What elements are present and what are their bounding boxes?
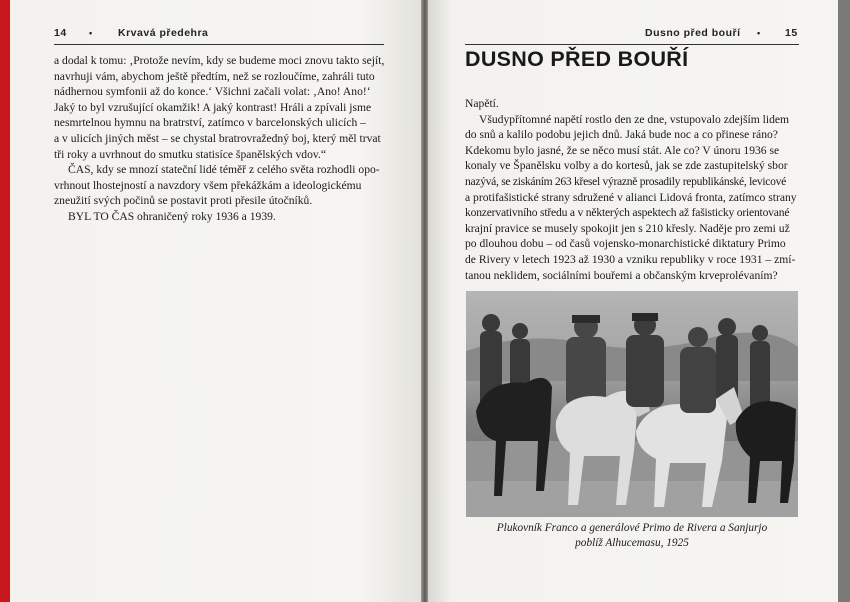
cavalry-photo-icon xyxy=(466,291,798,517)
right-body-text xyxy=(465,96,799,283)
left-line: zneužití svých počinů se postavit proti přesile útočníků. xyxy=(54,194,313,208)
right-running-head: Dusno před bouří xyxy=(645,27,741,39)
right-line: nazývá, se ziskáním 263 křesel výrazně prosadily republikánské, levicové xyxy=(465,174,786,188)
chapter-title: DUSNO PŘED BOUŘÍ xyxy=(465,47,689,71)
right-line: Všudypřítomné napětí rostlo den ze dne, vstupovalo zdejším lidem xyxy=(479,112,790,126)
right-line: de Rivery v letech 1923 až 1930 a vzniku republiky v roce 1931 – zmí- xyxy=(465,252,796,266)
left-line: nádhernou symfonii až do konce.‘ Všichni začali volat: ‚Ano! Ano!‘ xyxy=(54,85,371,99)
right-line: krajní pravice se musely spokojit jen s 210 křesly. Naděje pro zemi už xyxy=(465,221,790,235)
left-line: nesmrtelnou hymnu na bratrství, zatímco v barcelonských ulicích – xyxy=(54,116,366,130)
right-background-edge xyxy=(838,0,850,602)
right-line: konzervativního středu a v některých aspektech až fašisticky orientované xyxy=(465,206,790,220)
left-line: Jaký to byl vzrušující okamžik! A jaký kontrast! Hráli a zpívali jsme xyxy=(54,100,372,114)
right-line: po dlouhou dobu – od časů vojensko-monarchistické diktatury Primo xyxy=(465,237,786,251)
right-line: tanou neklidem, sociálními bouřemi a občanským krveprolévaním? xyxy=(465,268,778,282)
right-line: do snů a kalilo podobu jejich dnů. Jaká bude noc a co přinese ráno? xyxy=(465,128,778,142)
left-page-number: 14 xyxy=(54,27,67,39)
left-header-rule xyxy=(54,44,384,45)
historical-photo xyxy=(466,291,798,517)
left-line: vrhnout lhostejností a navzdory všem překážkám a ideologickému xyxy=(54,178,362,192)
right-line: konaly ve Španělsku volby a do kortesů, jak se zde zastupitelský sbor xyxy=(465,159,788,173)
left-separator: • xyxy=(89,28,93,38)
left-line: BYL TO ČAS ohraničený roky 1936 a 1939. xyxy=(68,209,276,223)
caption-line-2: poblíž Alhucemasu, 1925 xyxy=(575,537,689,549)
right-page-number: 15 xyxy=(785,27,798,39)
right-separator: • xyxy=(757,28,761,38)
left-running-head: Krvavá předehra xyxy=(118,27,209,39)
left-body-text xyxy=(54,53,386,225)
right-line: Napětí. xyxy=(465,97,499,110)
left-line: navrhuji vám, abychom ještě předtím, než se rozloučíme, zahráli tuto xyxy=(54,69,375,83)
left-line: a dodal k tomu: ‚Protože nevím, kdy se budeme moci znovu takto sejít, xyxy=(54,54,385,67)
left-page xyxy=(10,0,422,602)
left-line: ČAS, kdy se mnozí stateční lidé téměř z celého světa rozhodli opo- xyxy=(68,163,380,177)
caption-line-1: Plukovník Franco a generálové Primo de Rivera a Sanjurjo xyxy=(496,522,768,534)
left-line: a v ulicích jiných měst – se chystal bratrovražedný boj, který měl trvat xyxy=(54,131,381,145)
right-line: a protifašistické strany sdružené v alianci Lidová fronta, zatímco strany xyxy=(465,190,797,204)
right-line: Kdekomu bylo jasné, že se něco musí stát. Ale co? V únoru 1936 se xyxy=(465,143,780,157)
left-line: tři roky a uvrhnout do smutku statisíce španělských vdov.“ xyxy=(54,147,326,161)
right-header-rule xyxy=(465,44,799,45)
photo-caption xyxy=(466,521,798,551)
right-page xyxy=(428,0,838,602)
